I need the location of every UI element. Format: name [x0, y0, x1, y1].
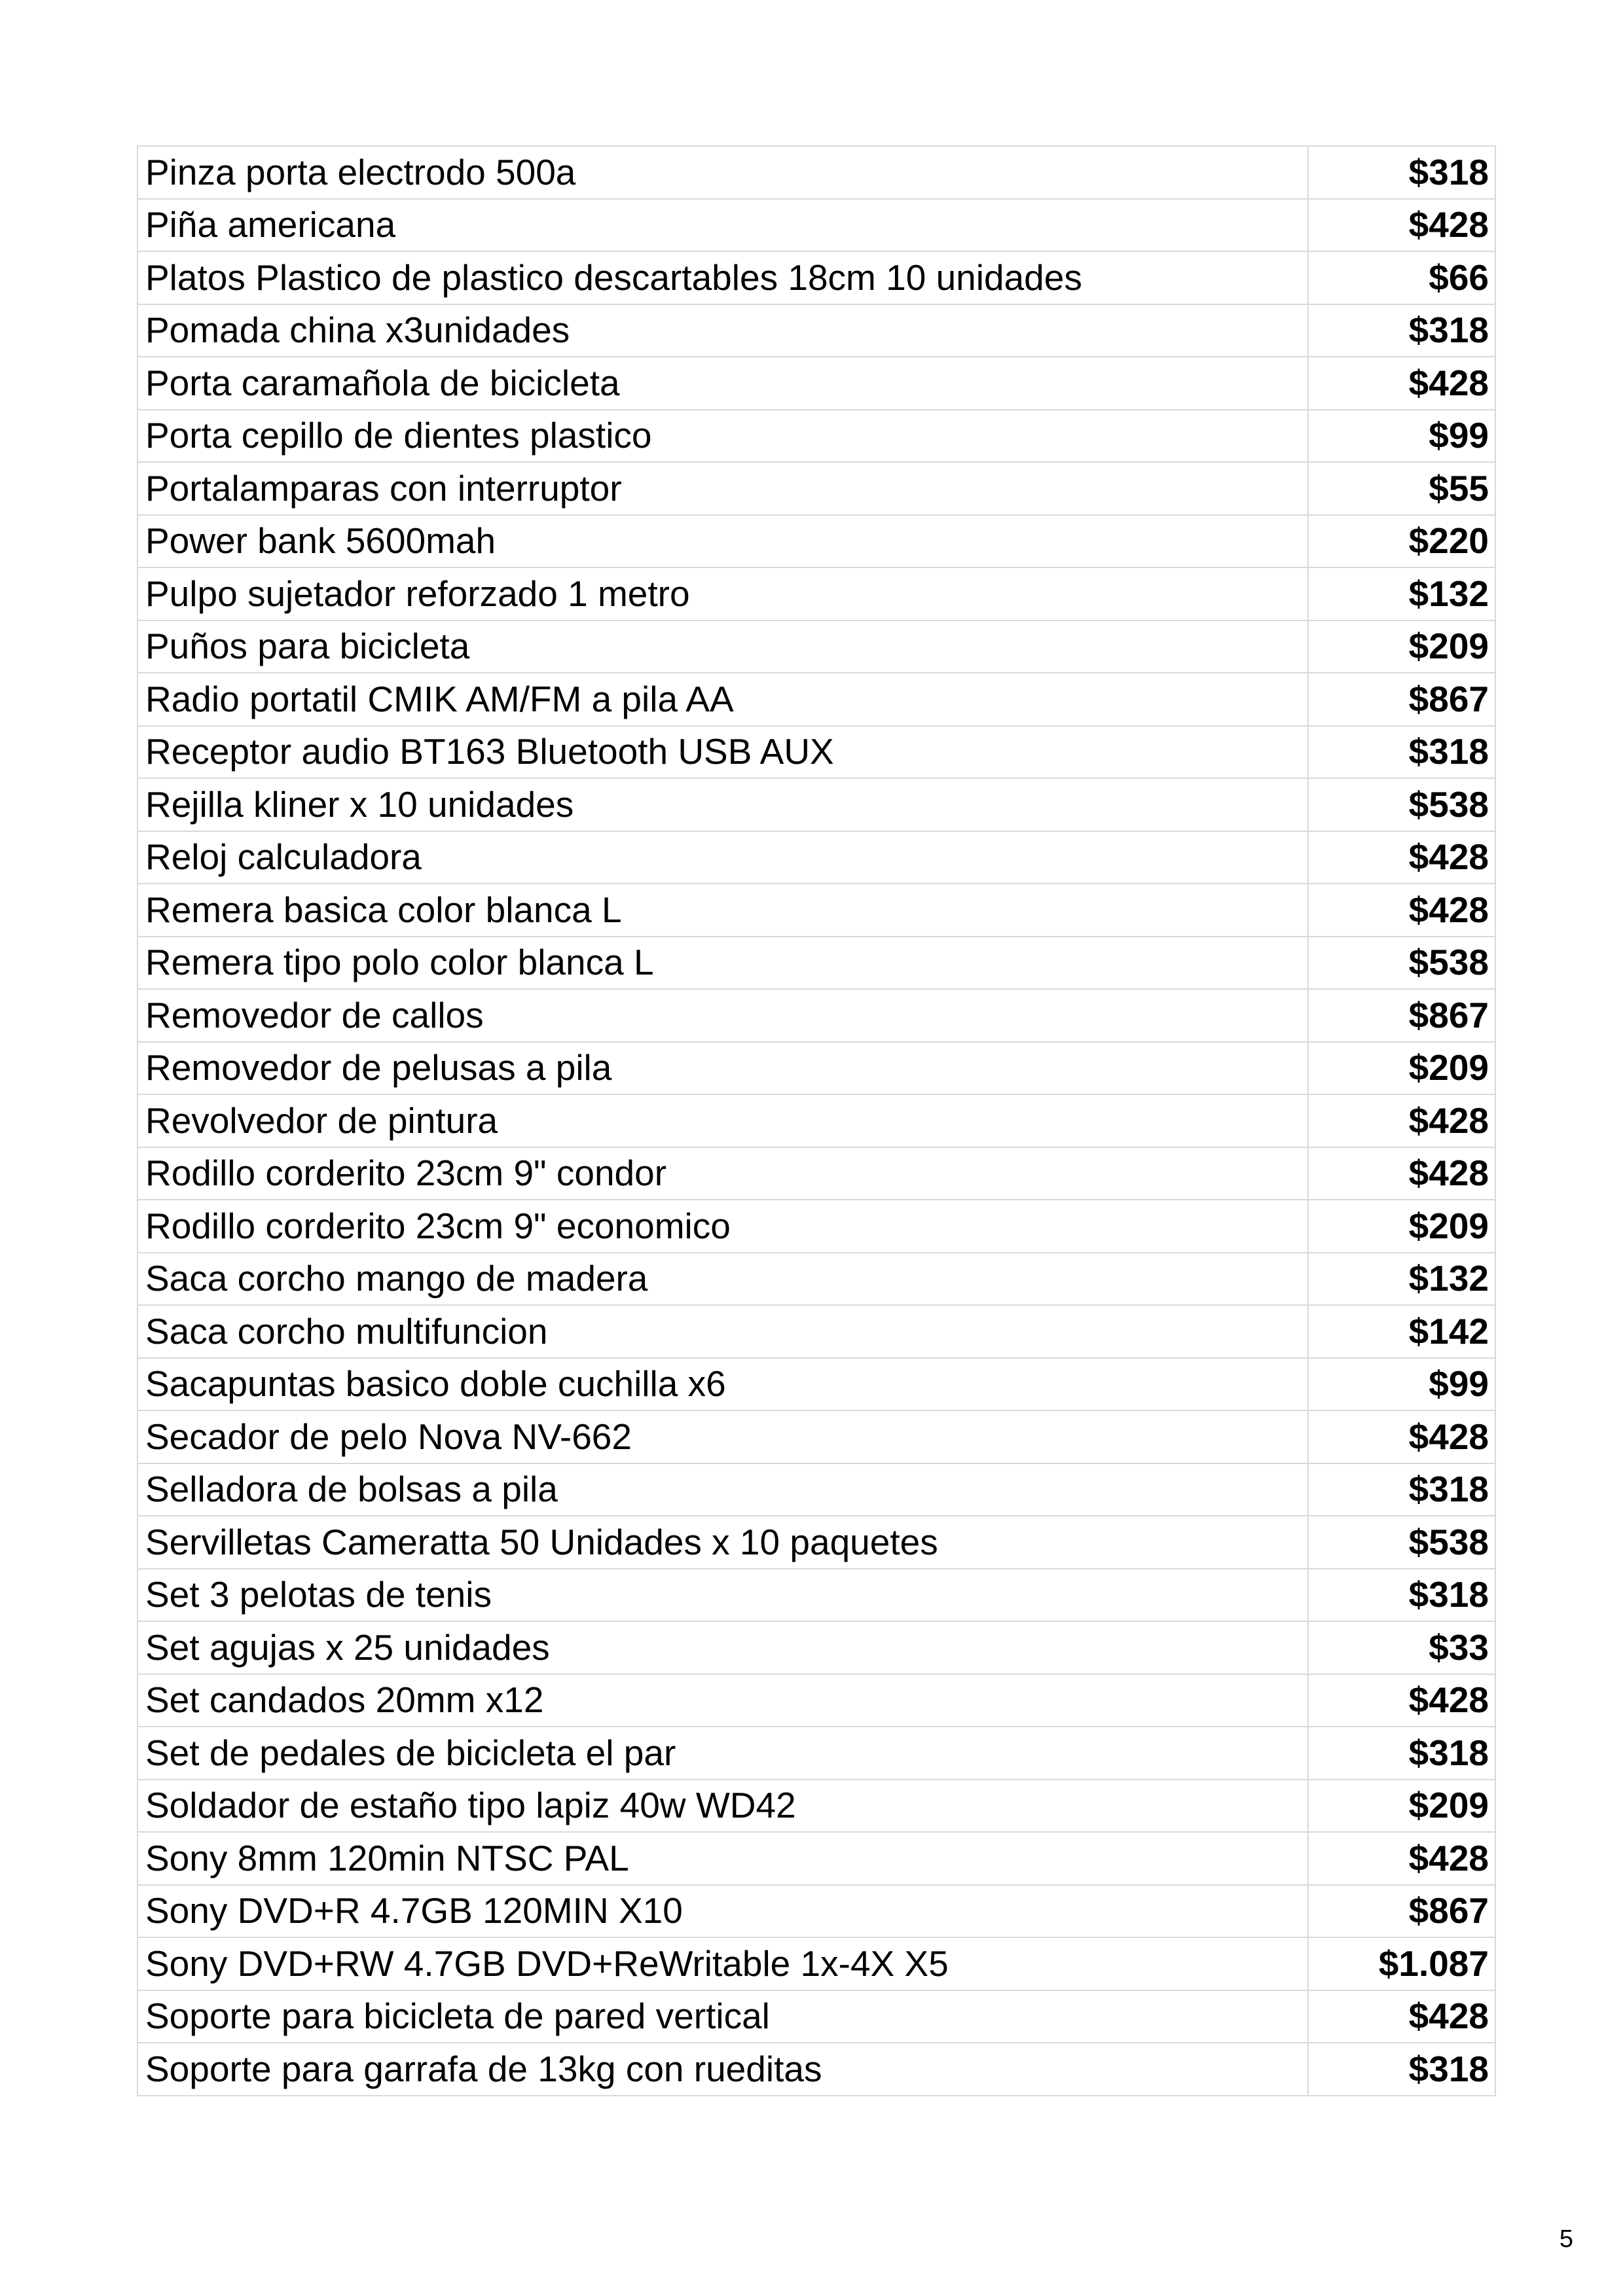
product-price-cell: $220: [1308, 515, 1495, 568]
product-price-cell: $318: [1308, 146, 1495, 199]
product-name-cell: Soldador de estaño tipo lapiz 40w WD42: [137, 1780, 1308, 1833]
product-name-cell: Secador de pelo Nova NV-662: [137, 1410, 1308, 1463]
product-price-cell: $428: [1308, 1990, 1495, 2043]
product-name-cell: Receptor audio BT163 Bluetooth USB AUX: [137, 726, 1308, 779]
product-price-cell: $318: [1308, 726, 1495, 779]
table-row: [137, 357, 1495, 410]
product-price-cell: $318: [1308, 304, 1495, 357]
product-name-cell: Removedor de callos: [137, 989, 1308, 1042]
product-price-cell: $209: [1308, 1200, 1495, 1253]
table-row: [137, 251, 1495, 304]
product-price-cell: $132: [1308, 567, 1495, 620]
table-row: [137, 1674, 1495, 1727]
product-price-cell: $428: [1308, 1094, 1495, 1147]
product-price-cell: $428: [1308, 1674, 1495, 1727]
product-name-cell: Rejilla kliner x 10 unidades: [137, 778, 1308, 831]
product-price-cell: $318: [1308, 1727, 1495, 1780]
product-name-cell: Saca corcho multifuncion: [137, 1305, 1308, 1358]
product-name-cell: Saca corcho mango de madera: [137, 1253, 1308, 1306]
product-price-cell: $428: [1308, 199, 1495, 252]
product-name-cell: Sony DVD+RW 4.7GB DVD+ReWritable 1x-4X X5: [137, 1937, 1308, 1990]
table-row: [137, 937, 1495, 990]
table-row: [137, 1410, 1495, 1463]
product-price-cell: $428: [1308, 357, 1495, 410]
table-row: [137, 462, 1495, 515]
table-row: [137, 1832, 1495, 1885]
product-price-cell: $538: [1308, 1516, 1495, 1569]
table-row: [137, 884, 1495, 937]
table-row: [137, 1569, 1495, 1622]
product-price-cell: $142: [1308, 1305, 1495, 1358]
product-price-cell: $99: [1308, 1358, 1495, 1411]
table-row: [137, 1094, 1495, 1147]
product-name-cell: Sony DVD+R 4.7GB 120MIN X10: [137, 1885, 1308, 1938]
table-row: [137, 1937, 1495, 1990]
product-name-cell: Servilletas Cameratta 50 Unidades x 10 paquetes: [137, 1516, 1308, 1569]
product-name-cell: Set candados 20mm x12: [137, 1674, 1308, 1727]
product-price-cell: $538: [1308, 937, 1495, 990]
product-price-cell: $428: [1308, 1410, 1495, 1463]
product-name-cell: Remera basica color blanca L: [137, 884, 1308, 937]
product-name-cell: Pulpo sujetador reforzado 1 metro: [137, 567, 1308, 620]
table-row: [137, 1885, 1495, 1938]
table-row: [137, 1780, 1495, 1833]
product-name-cell: Set agujas x 25 unidades: [137, 1621, 1308, 1674]
product-name-cell: Pinza porta electrodo 500a: [137, 146, 1308, 199]
table-row: [137, 989, 1495, 1042]
price-list-table: [137, 145, 1496, 2096]
table-row: [137, 831, 1495, 884]
table-row: [137, 673, 1495, 726]
product-name-cell: Remera tipo polo color blanca L: [137, 937, 1308, 990]
table-row: [137, 1042, 1495, 1095]
product-name-cell: Removedor de pelusas a pila: [137, 1042, 1308, 1095]
product-name-cell: Puños para bicicleta: [137, 620, 1308, 673]
product-name-cell: Radio portatil CMIK AM/FM a pila AA: [137, 673, 1308, 726]
product-price-cell: $55: [1308, 462, 1495, 515]
product-name-cell: Sony 8mm 120min NTSC PAL: [137, 1832, 1308, 1885]
table-row: [137, 1990, 1495, 2043]
product-price-cell: $132: [1308, 1253, 1495, 1306]
page-number: 5: [1559, 2225, 1573, 2253]
table-row: [137, 1358, 1495, 1411]
product-price-cell: $428: [1308, 831, 1495, 884]
product-price-cell: $538: [1308, 778, 1495, 831]
product-price-cell: $428: [1308, 884, 1495, 937]
product-price-cell: $66: [1308, 251, 1495, 304]
product-price-cell: $1.087: [1308, 1937, 1495, 1990]
product-price-cell: $318: [1308, 1569, 1495, 1622]
product-price-cell: $318: [1308, 1463, 1495, 1516]
product-name-cell: Porta caramañola de bicicleta: [137, 357, 1308, 410]
table-row: [137, 1305, 1495, 1358]
product-name-cell: Power bank 5600mah: [137, 515, 1308, 568]
table-row: [137, 146, 1495, 199]
product-name-cell: Soporte para bicicleta de pared vertical: [137, 1990, 1308, 2043]
product-price-cell: $428: [1308, 1147, 1495, 1200]
product-price-cell: $99: [1308, 410, 1495, 463]
product-name-cell: Rodillo corderito 23cm 9" condor: [137, 1147, 1308, 1200]
table-row: [137, 778, 1495, 831]
product-name-cell: Pomada china x3unidades: [137, 304, 1308, 357]
product-name-cell: Rodillo corderito 23cm 9" economico: [137, 1200, 1308, 1253]
product-name-cell: Sacapuntas basico doble cuchilla x6: [137, 1358, 1308, 1411]
product-price-cell: $33: [1308, 1621, 1495, 1674]
table-row: [137, 1463, 1495, 1516]
product-price-cell: $209: [1308, 1780, 1495, 1833]
product-price-cell: $209: [1308, 620, 1495, 673]
table-row: [137, 1253, 1495, 1306]
table-row: [137, 2043, 1495, 2096]
product-name-cell: Platos Plastico de plastico descartables 18cm 10 unidades: [137, 251, 1308, 304]
table-row: [137, 1727, 1495, 1780]
product-name-cell: Reloj calculadora: [137, 831, 1308, 884]
product-name-cell: Set de pedales de bicicleta el par: [137, 1727, 1308, 1780]
product-price-cell: $428: [1308, 1832, 1495, 1885]
product-name-cell: Portalamparas con interruptor: [137, 462, 1308, 515]
table-row: [137, 567, 1495, 620]
product-name-cell: Set 3 pelotas de tenis: [137, 1569, 1308, 1622]
table-row: [137, 1147, 1495, 1200]
table-row: [137, 1516, 1495, 1569]
product-name-cell: Piña americana: [137, 199, 1308, 252]
product-price-cell: $867: [1308, 1885, 1495, 1938]
product-price-cell: $867: [1308, 673, 1495, 726]
table-row: [137, 1200, 1495, 1253]
table-row: [137, 410, 1495, 463]
product-name-cell: Porta cepillo de dientes plastico: [137, 410, 1308, 463]
table-row: [137, 515, 1495, 568]
product-price-cell: $209: [1308, 1042, 1495, 1095]
product-name-cell: Soporte para garrafa de 13kg con rueditas: [137, 2043, 1308, 2096]
table-row: [137, 620, 1495, 673]
product-name-cell: Selladora de bolsas a pila: [137, 1463, 1308, 1516]
product-name-cell: Revolvedor de pintura: [137, 1094, 1308, 1147]
price-list-body: [137, 146, 1495, 2096]
table-row: [137, 199, 1495, 252]
table-row: [137, 726, 1495, 779]
table-row: [137, 304, 1495, 357]
table-row: [137, 1621, 1495, 1674]
product-price-cell: $867: [1308, 989, 1495, 1042]
product-price-cell: $318: [1308, 2043, 1495, 2096]
